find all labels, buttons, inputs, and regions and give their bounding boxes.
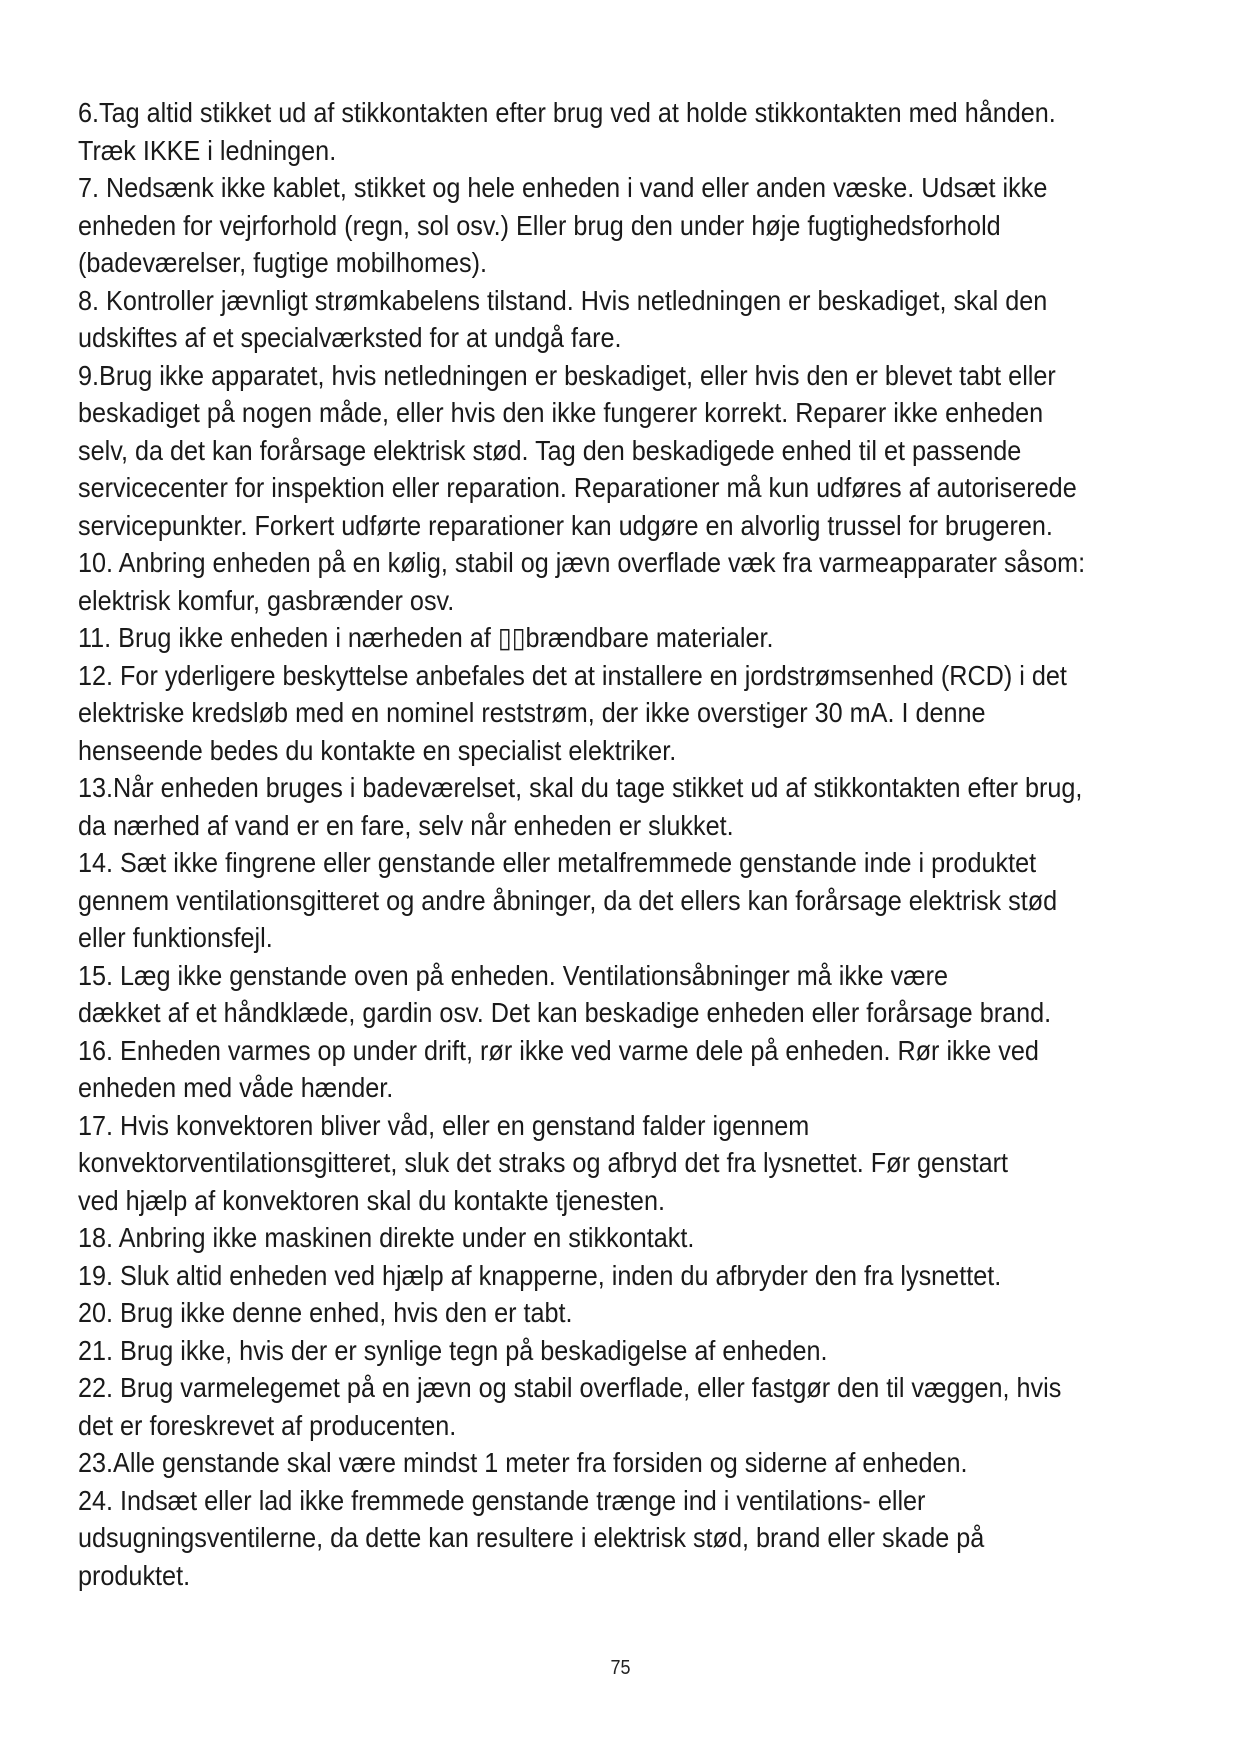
- instruction-line: udskiftes af et specialværksted for at undgå fare.: [78, 322, 622, 353]
- instruction-line: 7. Nedsænk ikke kablet, stikket og hele enheden i vand eller anden væske. Udsæt ikke: [78, 172, 1048, 203]
- instruction-line: henseende bedes du kontakte en specialist elektriker.: [78, 734, 677, 766]
- page-number: 75: [610, 1657, 631, 1679]
- instruction-line: dækket af et håndklæde, gardin osv. Det kan beskadige enheden eller forårsage brand.: [78, 997, 1052, 1028]
- instruction-line: 8. Kontroller jævnligt strømkabelens tilstand. Hvis netledningen er beskadiget, skal den: [78, 284, 1048, 316]
- instruction-line: 23.Alle genstande skal være mindst 1 meter fra forsiden og siderne af enheden.: [78, 1447, 968, 1478]
- instruction-line: enheden for vejrforhold (regn, sol osv.) Eller brug den under høje fugtighedsforhold: [78, 209, 1001, 241]
- instruction-line: enheden med våde hænder.: [78, 1072, 394, 1103]
- instruction-line: 17. Hvis konvektoren bliver våd, eller en genstand falder igennem: [78, 1109, 810, 1141]
- instruction-line: udsugningsventilerne, da dette kan resultere i elektrisk stød, brand eller skade på: [78, 1522, 985, 1553]
- instruction-line: 14. Sæt ikke fingrene eller genstande eller metalfremmede genstande inde i produktet: [78, 847, 1037, 878]
- instruction-line: servicepunkter. Forkert udførte reparationer kan udgøre en alvorlig trussel for brugeren.: [78, 509, 1053, 541]
- instruction-line: 6.Tag altid stikket ud af stikkontakten efter brug ved at holde stikkontakten med hånden.: [78, 97, 1056, 128]
- instruction-item-8: [78, 282, 1086, 357]
- instruction-line: 12. For yderligere beskyttelse anbefales det at installere en jordstrømsenhed (RCD) i det: [78, 659, 1067, 691]
- instruction-line: 13.Når enheden bruges i badeværelset, skal du tage stikket ud af stikkontakten efter brug,: [78, 772, 1083, 803]
- instruction-item-21: [78, 1332, 1086, 1370]
- instruction-item-24: [78, 1482, 1086, 1595]
- instruction-item-20: [78, 1294, 1086, 1332]
- instruction-item-22: [78, 1369, 1086, 1444]
- instruction-item-10: [78, 544, 1086, 619]
- instruction-line: 24. Indsæt eller lad ikke fremmede genstande trænge ind i ventilations- eller: [78, 1484, 926, 1516]
- instruction-line: beskadiget på nogen måde, eller hvis den ikke fungerer korrekt. Reparer ikke enheden: [78, 397, 1044, 428]
- instruction-line: 18. Anbring ikke maskinen direkte under en stikkontakt.: [78, 1222, 695, 1253]
- instruction-line: 19. Sluk altid enheden ved hjælp af knapperne, inden du afbryder den fra lysnettet.: [78, 1259, 1002, 1291]
- instruction-item-23: [78, 1444, 1086, 1482]
- instruction-line: 16. Enheden varmes op under drift, rør ikke ved varme dele på enheden. Rør ikke ved: [78, 1034, 1039, 1066]
- instruction-item-6: [78, 94, 1086, 169]
- safety-instructions-list: [78, 94, 1086, 1594]
- instruction-line: 22. Brug varmelegemet på en jævn og stabil overflade, eller fastgør den til væggen, hvis: [78, 1372, 1062, 1403]
- instruction-line: elektriske kredsløb med en nominel reststrøm, der ikke overstiger 30 mA. I denne: [78, 697, 986, 728]
- instruction-line: 21. Brug ikke, hvis der er synlige tegn på beskadigelse af enheden.: [78, 1334, 828, 1366]
- instruction-item-13: [78, 769, 1086, 844]
- instruction-line: (badeværelser, fugtige mobilhomes).: [78, 247, 488, 278]
- instruction-item-18: [78, 1219, 1086, 1257]
- instruction-item-16: [78, 1032, 1086, 1107]
- instruction-line: gennem ventilationsgitteret og andre åbninger, da det ellers kan forårsage elektrisk stød: [78, 884, 1058, 916]
- instruction-line: da nærhed af vand er en fare, selv når enheden er slukket.: [78, 809, 734, 841]
- instruction-line: elektrisk komfur, gasbrænder osv.: [78, 584, 455, 616]
- instruction-line: ved hjælp af konvektoren skal du kontakte tjenesten.: [78, 1184, 665, 1216]
- instruction-line: 11. Brug ikke enheden i nærheden af ▯▯brændbare materialer.: [78, 622, 774, 653]
- instruction-item-15: [78, 957, 1086, 1032]
- instruction-item-9: [78, 357, 1086, 545]
- instruction-line: Træk IKKE i ledningen.: [78, 134, 337, 166]
- instruction-line: 20. Brug ikke denne enhed, hvis den er tabt.: [78, 1297, 573, 1328]
- instruction-item-17: [78, 1107, 1086, 1220]
- instruction-line: det er foreskrevet af producenten.: [78, 1409, 457, 1441]
- instruction-line: konvektorventilationsgitteret, sluk det straks og afbryd det fra lysnettet. Før genstart: [78, 1147, 1009, 1178]
- instruction-line: 10. Anbring enheden på en kølig, stabil og jævn overflade væk fra varmeapparater såsom:: [78, 547, 1086, 578]
- instruction-line: eller funktionsfejl.: [78, 922, 273, 953]
- instruction-line: 9.Brug ikke apparatet, hvis netledningen er beskadiget, eller hvis den er blevet tabt eller: [78, 359, 1056, 391]
- instruction-line: servicecenter for inspektion eller reparation. Reparationer må kun udføres af autoriserede: [78, 472, 1077, 503]
- instruction-item-14: [78, 844, 1086, 957]
- instruction-item-12: [78, 657, 1086, 770]
- instruction-item-19: [78, 1257, 1086, 1295]
- instruction-item-11: [78, 619, 1086, 657]
- instruction-line: 15. Læg ikke genstande oven på enheden. Ventilationsåbninger må ikke være: [78, 959, 948, 991]
- instruction-line: selv, da det kan forårsage elektrisk stød. Tag den beskadigede enhed til et passende: [78, 434, 1022, 466]
- instruction-line: produktet.: [78, 1559, 191, 1591]
- instruction-item-7: [78, 169, 1086, 282]
